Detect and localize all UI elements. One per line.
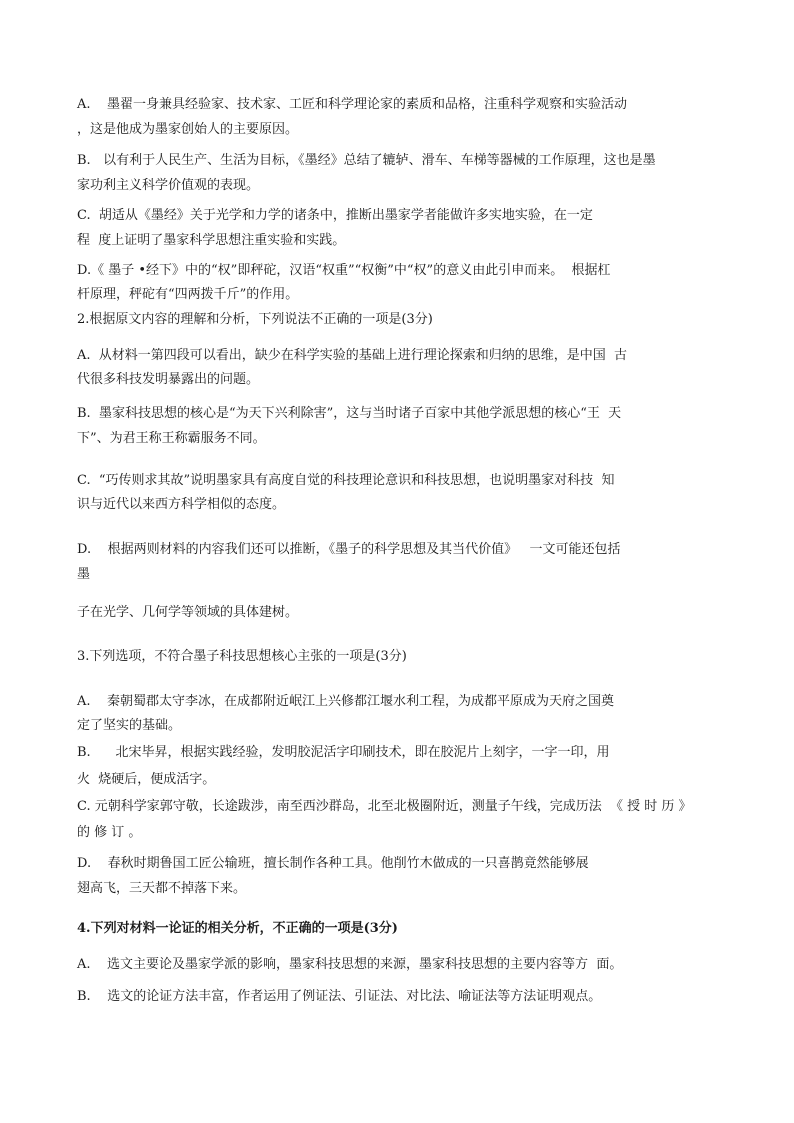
q4-option-b: B. 选文的论证方法丰富，作者运用了例证法、引证法、对比法、喻证法等方法证明观点。 [77,989,602,1004]
q2-option-b-line2: 下”、为君王称王称霸服务不同。 [77,431,266,446]
q2-option-d-line2: 墨 [77,567,91,582]
q3-option-d-line2: 翅高飞，三天都不掉落下来。 [77,881,247,896]
q4-stem: 4.下列对材料一论证的相关分析，不正确的一项是(3分) [77,921,398,936]
q3-stem: 3.下列选项，不符合墨子科技思想核心主张的一项是(3分) [77,649,407,664]
q1-option-b-line1: B. 以有利于人民生产、生活为目标，《墨经》总结了辘轳、滑车、车梯等器械的工作原理，这也是墨 [77,153,656,168]
q3-option-c-line2: 的 修 订 。 [77,825,142,840]
q2-option-a-line2: 代很多科技发明暴露出的问题。 [77,372,260,387]
q2-option-c-line2: 识与近代以来西方科学相似的态度。 [77,497,286,512]
q2-option-a-line1: A. 从材料一第四段可以看出，缺少在科学实验的基础上进行理论探索和归纳的思维，是中国 古 [77,348,628,363]
q3-option-a-line2: 定了坚实的基础。 [77,718,182,733]
q2-option-c-line1: C. “巧传则求其故”说明墨家具有高度自觉的科技理论意识和科技思想，也说明墨家对科技 知 [77,473,615,488]
q3-option-b-line1: B. 北宋毕昇，根据实践经验，发明胶泥活字印刷技术，即在胶泥片上刻字，一字一印，用 [77,745,610,760]
q2-stem: 2.根据原文内容的理解和分析，下列说法不正确的一项是(3分) [77,312,433,327]
q1-option-c-line1: C. 胡适从《墨经》关于光学和力学的诸条中，推断出墨家学者能做许多实地实验，在一定 [77,208,593,223]
q3-option-a-line1: A. 秦朝蜀郡太守李冰，在成都附近岷江上兴修都江堰水利工程，为成都平原成为天府之国奠 [77,694,615,709]
q2-option-d-continuation: 子在光学、几何学等领域的具体建树。 [77,605,299,620]
q1-option-a-line1: A. 墨翟一身兼具经验家、技术家、工匠和科学理论家的素质和品格，注重科学观察和实验活动 [77,97,628,112]
q4-option-a: A. 选文主要论及墨家学派的影响，墨家科技思想的来源，墨家科技思想的主要内容等方 面。 [77,957,623,972]
q1-option-c-line2: 程 度上证明了墨家科学思想注重实验和实践。 [77,233,346,248]
q3-option-d-line1: D. 春秋时期鲁国工匠公输班，擅长制作各种工具。他削竹木做成的一只喜鹊竟然能够展 [77,856,589,871]
q2-option-b-line1: B. 墨家科技思想的核心是“为天下兴利除害”，这与当时诸子百家中其他学派思想的核心“王 天 [77,406,622,421]
q1-option-d-line1: D.《 墨子 •经下》中的“权”即秤砣，汉语“权重”“权衡”中“权”的意义由此引申而来。 根据杠 [77,263,611,278]
q3-option-b-line2: 火 烧硬后，便成活字。 [77,772,216,787]
q3-option-c-line1: C. 元朝科学家郭守敬，长途跋涉，南至西沙群岛，北至北极圈附近，测量子午线，完成历法 《 授 时 历 》 [77,799,692,814]
q1-option-d-line2: 杆原理，秤砣有“四两拨千斤”的作用。 [77,287,299,302]
q2-option-d-line1: D. 根据两则材料的内容我们还可以推断，《墨子的科学思想及其当代价值》 一文可能还包括 [77,542,621,557]
q1-option-b-line2: 家功利主义科学价值观的表现。 [77,178,260,193]
q1-option-a-line2: ，这是他成为墨家创始人的主要原因。 [77,122,299,137]
